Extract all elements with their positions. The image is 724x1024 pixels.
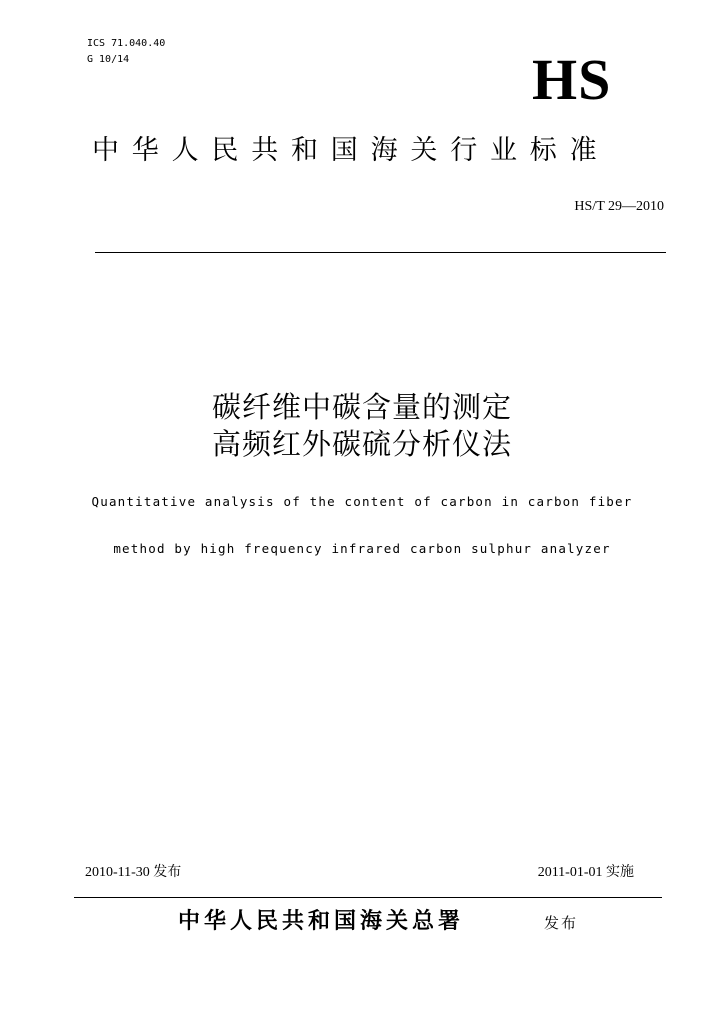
title-en-line1: Quantitative analysis of the content of carbon in carbon fiber xyxy=(91,494,633,509)
title-cn-line2: 高频红外碳硫分析仪法 xyxy=(211,427,512,461)
issuer-name: 中华人民共和国海关总署 xyxy=(178,909,465,934)
title-en-line2: method by high frequency infrared carbon sulphur analyzer xyxy=(113,541,611,556)
bottom-divider xyxy=(74,897,662,898)
ics-code: ICS 71.040.40 xyxy=(87,38,166,49)
hs-logo: HS xyxy=(532,47,612,112)
issue-date: 2010-11-30 发布 xyxy=(85,865,182,880)
ccs-code: G 10/14 xyxy=(87,54,130,65)
standard-number: HS/T 29—2010 xyxy=(574,199,664,214)
standard-type-heading: 中华人民共和国海关行业标准 xyxy=(92,135,610,166)
title-cn-line1: 碳纤维中碳含量的测定 xyxy=(211,390,512,424)
issue-label: 发布 xyxy=(544,914,579,932)
top-divider xyxy=(95,252,666,253)
implement-date: 2011-01-01 实施 xyxy=(537,865,634,880)
